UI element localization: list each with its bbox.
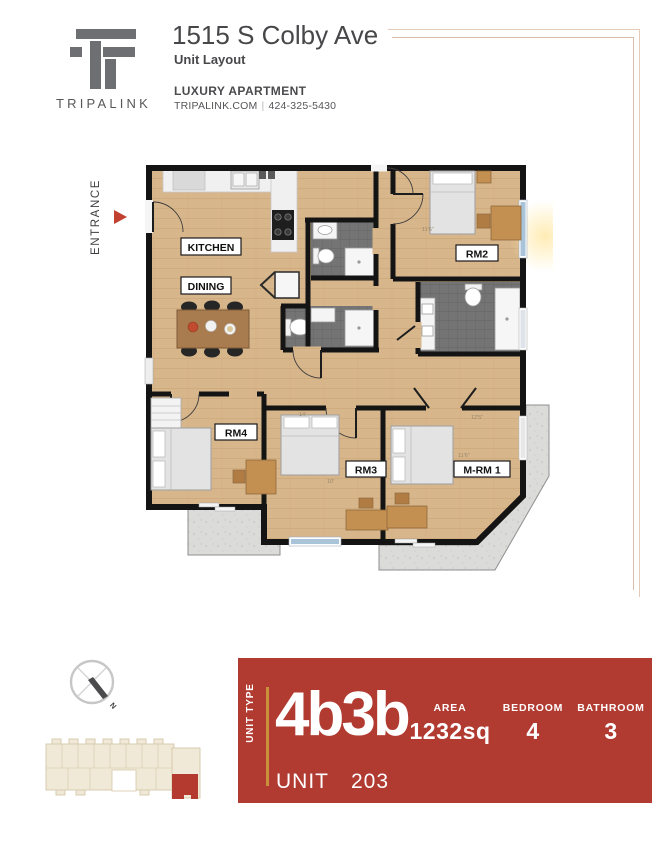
contact-line [174,100,336,112]
desk-rm2 [491,206,521,240]
chair-rm2 [477,214,490,228]
kitchen-sink [231,171,259,189]
svg-text:11'6": 11'6" [458,453,470,459]
building-site-map [44,728,202,812]
chair-master [395,493,409,504]
dining-set [177,301,249,358]
brand-name: TRIPALINK [56,96,152,111]
rm2-label: RM2 [465,248,489,261]
unit-label: UNIT [276,770,329,793]
logo-stem [90,41,101,89]
rm3-label: RM3 [354,464,378,477]
page-subtitle: Unit Layout [174,52,246,67]
small-appliance [268,170,275,179]
dining-label: DINING [187,281,225,293]
desk-master [387,506,427,528]
bed-master [391,426,453,484]
svg-text:10': 10' [327,479,335,485]
bed-rm2 [430,171,475,234]
window-master [521,418,526,458]
shelf-rm4 [151,398,181,428]
stat-bedroom-label: BEDROOM [502,702,564,714]
stat-area [400,702,500,745]
chair-rm3 [359,498,373,508]
unit-number-row [276,770,389,794]
compass [66,656,126,716]
stat-bedroom [490,702,576,745]
logo-stem-inner [105,59,116,89]
kitchen-label: KITCHEN [187,242,235,254]
stat-bedroom-value: 4 [526,718,540,744]
separator: | [261,100,265,112]
stat-bathroom-label: BATHROOM [577,702,645,714]
logo-bar-top [76,29,136,39]
tagline: LUXURY APARTMENT [174,84,307,98]
svg-text:14': 14' [299,412,307,418]
site-courtyard-notch [112,770,136,791]
compass-needle [88,677,108,699]
phone: 424-325-5430 [268,100,337,112]
page-title: 1515 S Colby Ave [172,20,379,50]
logo-arm-right [103,47,135,57]
unit-info-banner [238,658,652,803]
bed-rm4 [151,428,211,490]
entrance-arrow-icon [114,210,127,224]
entrance-opening [145,200,153,233]
chair-rm4 [233,470,245,483]
fridge [173,170,205,190]
nightstand-rm2 [477,171,491,183]
desk-rm3 [346,510,388,530]
stove [272,210,294,240]
entrance-label: ENTRANCE [90,178,102,256]
window-master-bath [521,310,526,348]
desk-rm4 [246,460,276,494]
small-appliance [259,170,266,179]
gold-divider [266,687,269,786]
bed-rm3 [281,415,339,475]
unit-type-value: 4b3b [275,680,408,749]
unit-type-label: UNIT TYPE [245,683,256,743]
master-label: M-RM 1 [463,464,501,477]
stat-bathroom [565,702,652,745]
window-rm3 [291,539,339,544]
compass-north-label: N [108,700,119,711]
stat-area-value: 1232sq [409,718,491,744]
website: TRIPALINK.COM [174,100,258,112]
svg-text:12'5": 12'5" [471,415,484,421]
svg-text:11'6": 11'6" [422,227,434,233]
stat-area-label: AREA [433,702,467,714]
stat-bathroom-value: 3 [604,718,618,744]
floor-plan [143,158,553,583]
rm4-label: RM4 [224,427,248,440]
tripalink-logo [57,20,141,94]
window-dining [145,358,153,384]
logo-square-left [70,47,82,57]
unit-number: 203 [351,770,390,793]
